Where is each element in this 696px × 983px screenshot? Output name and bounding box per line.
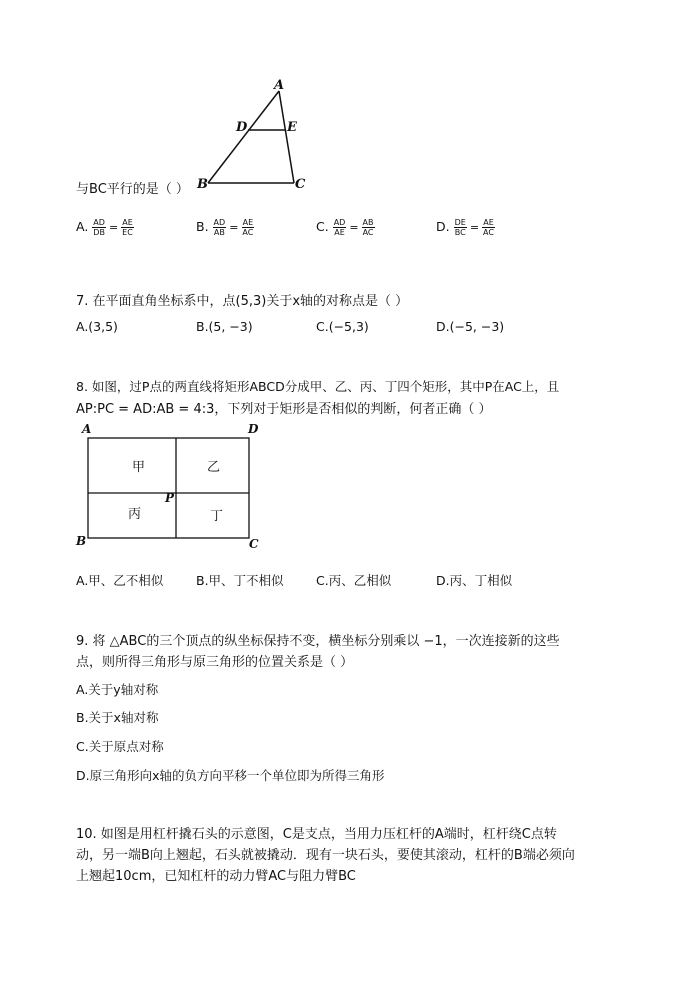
denominator: AC: [242, 228, 254, 237]
q8-label-a: A: [82, 422, 92, 436]
q9-option-c: C.关于原点对称: [76, 739, 164, 754]
q10-stem-line2: 动，另一端B向上翘起，石头就被撬动．现有一块石头，要使其滚动，杠杆的B端必须向: [76, 848, 575, 863]
side-ab: [208, 91, 279, 183]
rect-abcd: [88, 438, 249, 538]
fraction: [213, 218, 227, 237]
fraction: [482, 218, 495, 237]
q9-option-a: A.关于y轴对称: [76, 682, 159, 697]
rectangle-figure: [82, 430, 262, 548]
q6-label-a: A: [274, 78, 285, 93]
q6-label-d: D: [236, 120, 248, 135]
fraction: [121, 218, 134, 237]
q8-option-d: D.丙、丁相似: [436, 573, 513, 588]
q7-option-d: D.(−5, −3): [436, 319, 505, 334]
equals-sign: =: [469, 221, 480, 234]
option-prefix: B.: [196, 219, 209, 234]
q8-option-a: A.甲、乙不相似: [76, 573, 164, 588]
side-ac: [279, 91, 294, 183]
numerator: AD: [213, 218, 226, 227]
option-prefix: D.: [436, 219, 450, 234]
q6-stem: 与BC平行的是（ ）: [76, 182, 189, 197]
numerator: AE: [122, 218, 133, 227]
fraction: [333, 218, 347, 237]
denominator: BC: [454, 228, 466, 237]
numerator: AE: [242, 218, 254, 227]
q6-label-c: C: [295, 177, 306, 192]
equals-sign: =: [349, 221, 359, 234]
q9-option-d: D.原三角形向x轴的负方向平移一个单位即为所得三角形: [76, 768, 385, 783]
q9-option-b: B.关于x轴对称: [76, 710, 159, 725]
q6-label-b: B: [197, 177, 208, 192]
option-prefix: C.: [316, 219, 329, 234]
q8-option-c: C.丙、乙相似: [316, 573, 392, 588]
cell-jia: 甲: [132, 460, 146, 475]
q7-option-c: C.(−5,3): [316, 319, 369, 334]
q10-stem-line1: 10. 如图是用杠杆撬石头的示意图，C是支点，当用力压杠杆的A端时，杠杆绕C点转: [76, 827, 557, 842]
denominator: EC: [122, 228, 133, 237]
equals-sign: =: [108, 221, 119, 234]
cell-bing: 丙: [128, 507, 142, 522]
q6-option-c: [316, 218, 375, 237]
q9-stem-line2: 点，则所得三角形与原三角形的位置关系是（ ）: [76, 655, 354, 670]
numerator: AB: [362, 218, 374, 227]
fraction: [454, 218, 467, 237]
q7-option-b: B.(5, −3): [196, 319, 253, 334]
q8-stem-line2: AP:PC = AD:AB = 4:3，下列对于矩形是否相似的判断，何者正确（ ）: [76, 402, 492, 417]
q8-label-b: B: [76, 534, 87, 548]
q8-label-c: C: [249, 537, 259, 551]
q9-stem-line1: 9. 将 △ABC的三个顶点的纵坐标保持不变，横坐标分别乘以 −1，一次连接新的这些: [76, 634, 560, 649]
q6-option-d: [436, 218, 495, 237]
q7-option-a: A.(3,5): [76, 319, 118, 334]
q6-option-b: [196, 218, 254, 237]
fraction: [241, 218, 254, 237]
q6-label-e: E: [287, 120, 297, 135]
q10-stem-line3: 上翘起10cm，已知杠杆的动力臂AC与阻力臂BC: [76, 869, 356, 884]
denominator: AB: [213, 228, 225, 237]
fraction: [92, 218, 106, 237]
q7-stem: 7. 在平面直角坐标系中，点(5,3)关于x轴的对称点是（ ）: [76, 294, 409, 309]
q8-label-d: D: [248, 422, 259, 436]
equals-sign: =: [229, 221, 239, 234]
numerator: DE: [454, 218, 466, 227]
q8-stem-line1: 8. 如图，过P点的两直线将矩形ABCD分成甲、乙、丙、丁四个矩形，其中P在AC上，且: [76, 379, 560, 394]
denominator: DB: [93, 228, 105, 237]
numerator: AD: [93, 218, 105, 227]
denominator: AC: [483, 228, 494, 237]
q8-label-p: P: [165, 491, 175, 505]
option-prefix: A.: [76, 219, 89, 234]
cell-yi: 乙: [207, 460, 221, 475]
numerator: AD: [333, 218, 346, 227]
denominator: AE: [334, 228, 345, 237]
cell-ding: 丁: [210, 509, 224, 524]
q6-option-a: [76, 218, 134, 237]
fraction: [362, 218, 375, 237]
q8-option-b: B.甲、丁不相似: [196, 573, 284, 588]
numerator: AE: [483, 218, 494, 227]
denominator: AC: [362, 228, 374, 237]
